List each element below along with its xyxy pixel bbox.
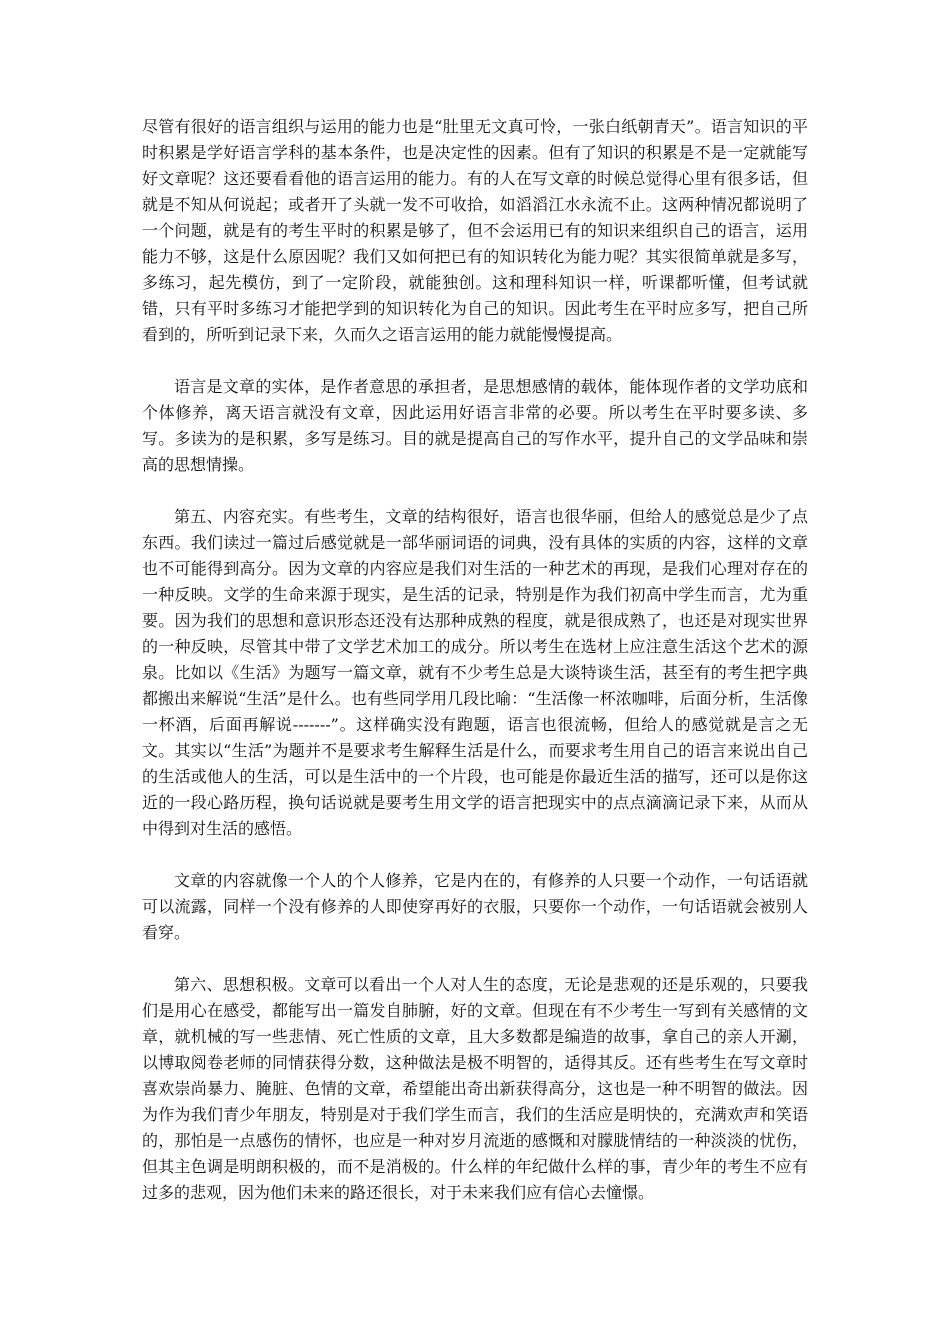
paragraph-language-knowledge: 尽管有很好的语言组织与运用的能力也是“肚里无文真可怜，一张白纸朝青天”。语言知识的平时积累是学好语言学科的基本条件，也是决定性的因素。但有了知识的积累是不是一定就能写好文章呢？这还要看看他的语言运用的能力。有的人在写文章的时候总觉得心里有很多话，但就是不知从何说起；或者开了头就一发不可收拾，如滔滔江水永流不止。这两种情况都说明了一个问题，就是有的考生平时的积累是够了，但不会运用已有的知识来组织自己的语言，运用能力不够，这是什么原因呢？我们又如何把已有的知识转化为能力呢？其实很简单就是多写，多练习，起先模仿，到了一定阶段，就能独创。这和理科知识一样，听课都听懂，但考试就错，只有平时多练习才能把学到的知识转化为自己的知识。因此考生在平时应多写，把自己所看到的，所听到记录下来，久而久之语言运用的能力就能慢慢提高。 [142,117,808,344]
document-page [142,114,808,1232]
paragraph-language-entity: 语言是文章的实体，是作者意思的承担者，是思想感情的载体，能体现作者的文学功底和个体修养，离天语言就没有文章，因此运用好语言非常的必要。所以考生在平时要多读、多写。多读为的是积累，多写是练习。目的就是提高自己的写作水平，提升自己的文学品味和崇高的思想情操。 [142,377,808,474]
paragraph-content-rich: 第五、内容充实。有些考生，文章的结构很好，语言也很华丽，但给人的感觉总是少了点东西。我们读过一篇过后感觉就是一部华丽词语的词典，没有具体的实质的内容，这样的文章也不可能得到高分。因为文章的内容应是我们对生活的一种艺术的再现，是我们心理对存在的一种反映。文学的生命来源于现实，是生活的记录，特别是作为我们初高中学生而言，尤为重要。因为我们的思想和意识形态还没有达那种成熟的程度，就是很成熟了，也还是对现实世界的一种反映，尽管其中带了文学艺术加工的成分。所以考生在选材上应注意生活这个艺术的源泉。比如以《生活》为题写一篇文章，就有不少考生总是大谈特谈生活，甚至有的考生把字典都搬出来解说“生活”是什么。也有些同学用几段比喻：“生活像一杯浓咖啡，后面分析，生活像一杯酒，后面再解说-------”。这样确实没有跑题，语言也很流畅，但给人的感觉就是言之无文。其实以“生活”为题并不是要求考生解释生活是什么，而要求考生用自己的语言来说出自己的生活或他人的生活，可以是生活中的一个片段，也可能是你最近生活的描写，还可以是你这近的一段心路历程，换句话说就是要考生用文学的语言把现实中的点点滴滴记录下来，从而从中得到对生活的感悟。 [142,507,808,838]
paragraph-positive-thinking: 第六、思想积极。文章可以看出一个人对人生的态度，无论是悲观的还是乐观的，只要我们是用心在感受，都能写出一篇发自肺腑，好的文章。但现在有不少考生一写到有关感情的文章，就机械的写一些悲情、死亡性质的文章，且大多数都是编造的故事，拿自己的亲人开涮，以博取阅卷老师的同情获得分数，这种做法是极不明智的，适得其反。还有些考生在写文章时喜欢崇尚暴力、腌脏、色情的文章，希望能出奇出新获得高分，这也是一种不明智的做法。因为作为我们青少年朋友，特别是对于我们学生而言，我们的生活应是明快的，充满欢声和笑语的，那怕是一点感伤的情怀，也应是一种对岁月流逝的感慨和对朦胧情结的一种淡淡的忧伤，但其主色调是明朗积极的，而不是消极的。什么样的年纪做什么样的事，青少年的考生不应有过多的悲观，因为他们未来的路还很长，对于未来我们应有信心去憧憬。 [142,975,808,1202]
paragraph-content-cultivation: 文章的内容就像一个人的个人修养，它是内在的，有修养的人只要一个动作，一句话语就可以流露，同样一个没有修养的人即使穿再好的衣服，只要你一个动作，一句话语就会被别人看穿。 [142,871,808,942]
